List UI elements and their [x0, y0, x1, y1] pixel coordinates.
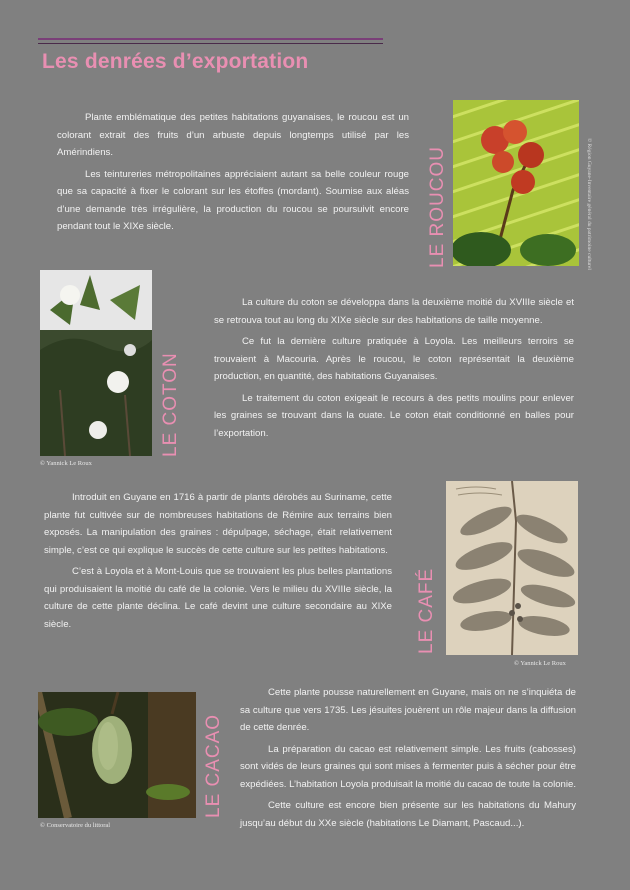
cafe-text — [44, 489, 392, 637]
cafe-paragraph-2: C’est à Loyola et à Mont-Louis que se trouvaient les plus belles plantations qui produisaient la moitié du café de la colonie. Vers le milieu du XVIIIe siècle, la culture de cette plante déclina. Le café devint une culture secondaire au XIXe siècle. — [44, 566, 392, 630]
roucou-photo — [453, 100, 579, 266]
coton-text — [214, 294, 574, 446]
cafe-paragraph-1: Introduit en Guyane en 1716 à partir de plants dérobés au Suriname, cette plante fut cultivée sur de nombreuses habitations de Rémire aux terrains bien exposés. La manipulation des graines : dépulpage, séchage, était relativement simple, c’est ce qui explique le succès de cette culture sur les petites habitations. — [44, 492, 392, 556]
roucou-paragraph-1: Plante emblématique des petites habitations guyanaises, le roucou est un colorant extrait des fruits d’un arbuste depuis longtemps utilisé par les Amérindiens. — [57, 112, 409, 158]
cafe-photo — [446, 481, 578, 655]
header-rule-thin — [38, 43, 383, 44]
cacao-text — [240, 684, 576, 836]
coton-paragraph-1: La culture du coton se développa dans la deuxième moitié du XVIIIe siècle et se retrouva tout au long du XIXe siècle sur des habitations de taille moyenne. — [214, 297, 574, 326]
coton-credit: © Yannick Le Roux — [40, 460, 92, 467]
cacao-photo — [38, 692, 196, 818]
coton-photo — [40, 270, 152, 456]
coton-label: LE COTON — [160, 352, 181, 457]
cacao-label: LE CACAO — [203, 713, 224, 818]
roucou-paragraph-2: Les teintureries métropolitaines appréciaient autant sa belle couleur rouge que sa capacité à fixer le colorant sur les étoffes (mordant). Soumise aux aléas d’une demande très irrégulière, la production du roucou se poursuivit encore pendant tout le XIXe siècle. — [57, 168, 409, 232]
roucou-text — [57, 109, 409, 240]
cacao-paragraph-1: Cette plante pousse naturellement en Guyane, mais on ne s’inquiéta de sa culture que vers 1735. Les jésuites jouèrent un rôle majeur dans la diffusion de cette denrée. — [240, 687, 576, 733]
cacao-paragraph-2: La préparation du cacao est relativement simple. Les fruits (cabosses) sont vidés de leurs graines qui sont mises à fermenter puis à sécher pour être expédiées. L’habitation Loyola produisait la moitié du cacao de toute la colonie. — [240, 743, 577, 790]
cafe-credit: © Yannick Le Roux — [514, 660, 566, 667]
cafe-label: LE CAFÉ — [416, 567, 437, 654]
roucou-credit: © Région Guyane-Inventaire général du patrimoine culturel — [586, 138, 592, 270]
coton-paragraph-3: Le traitement du coton exigeait le recours à des petits moulins pour enlever les graines se trouvant dans la ouate. Le coton était conditionné en balles pour l’exportation. — [214, 392, 574, 439]
cacao-credit: © Conservatoire du littoral — [40, 822, 111, 829]
header-rule — [38, 38, 383, 40]
cacao-paragraph-3: Cette culture est encore bien présente sur les habitations du Mahury jusqu’au début du XXe siècle (habitations Le Diamant, Pascaud...). — [240, 800, 576, 829]
coton-paragraph-2: Ce fut la dernière culture pratiquée à Loyola. Les meilleurs terroirs se trouvaient à Macouria. Après le roucou, le coton représentait la deuxième production, en quantité, des habitations Guyanaises. — [214, 336, 574, 382]
roucou-label: LE ROUCOU — [427, 146, 448, 268]
page-title: Les denrées d’exportation — [42, 50, 309, 73]
